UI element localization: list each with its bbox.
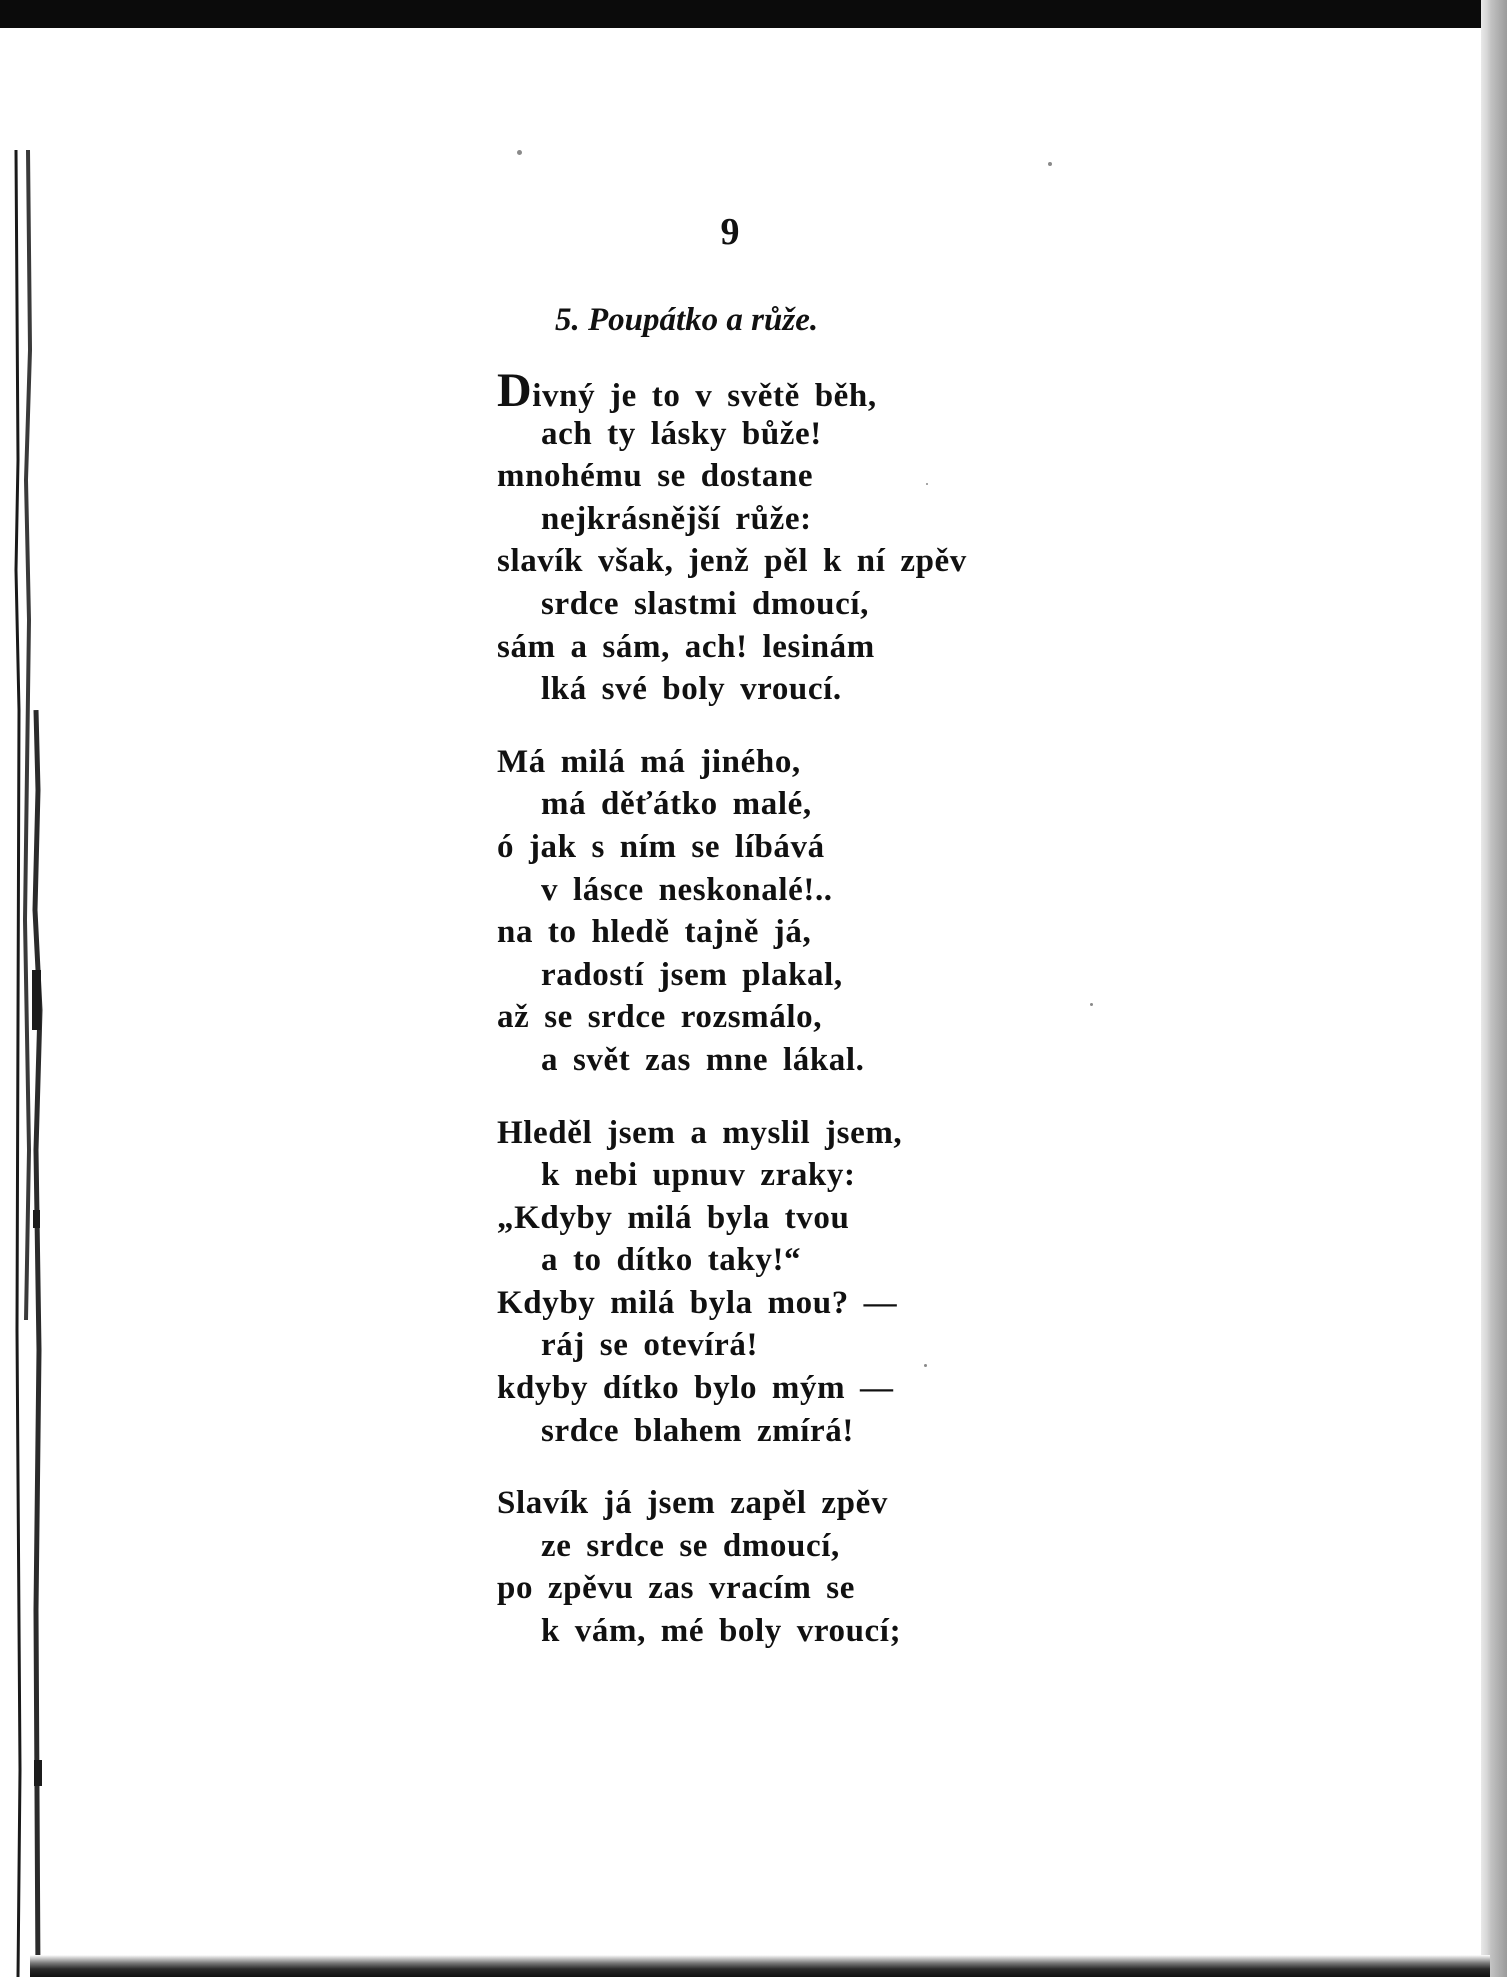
- verse-line: ráj se otevírá!: [541, 1327, 759, 1364]
- poem-body: [497, 364, 1397, 1683]
- verse-line: má děťátko malé,: [541, 786, 812, 823]
- verse-line: ach ty lásky bůže!: [541, 415, 822, 452]
- scan-speck: [1048, 162, 1052, 166]
- verse-line: a to dítko taky!“: [541, 1242, 802, 1279]
- verse-line: nejkrásnější růže:: [541, 500, 812, 537]
- verse-line: Má milá má jiného,: [497, 743, 801, 780]
- verse-line-text: ivný je to v světě běh,: [532, 378, 877, 414]
- verse-line: srdce slastmi dmoucí,: [541, 585, 869, 622]
- verse-line: Hleděl jsem a myslil jsem,: [497, 1114, 903, 1151]
- verse-line: srdce blahem zmírá!: [541, 1412, 854, 1449]
- verse-line: ze srdce se dmoucí,: [541, 1527, 840, 1564]
- scan-top-border: [0, 0, 1507, 28]
- verse-line: „Kdyby milá byla tvou: [497, 1199, 850, 1236]
- scan-bottom-edge: [30, 1955, 1490, 1977]
- verse-line: radostí jsem plakal,: [541, 956, 843, 993]
- verse-line: kdyby dítko bylo mým —: [497, 1370, 894, 1407]
- stanza-3: [497, 1112, 1397, 1453]
- drop-cap: D: [497, 364, 533, 417]
- verse-line: ó jak s ním se líbává: [497, 828, 825, 865]
- verse-line: [497, 364, 1397, 417]
- verse-line: slavík však, jenž pěl k ní zpěv: [497, 543, 967, 580]
- verse-line: po zpěvu zas vracím se: [497, 1570, 855, 1607]
- poem-title: 5. Poupátko a růže.: [555, 302, 819, 338]
- verse-line: Kdyby milá byla mou? —: [497, 1284, 898, 1321]
- verse-line: lká své boly vroucí.: [541, 671, 842, 708]
- scan-right-edge: [1481, 0, 1507, 1977]
- scan-speck: [517, 150, 522, 155]
- verse-line: v lásce neskonalé!..: [541, 871, 833, 908]
- stanza-4: [497, 1482, 1397, 1652]
- verse-line: sám a sám, ach! lesinám: [497, 628, 875, 665]
- verse-line: k vám, mé boly vroucí;: [541, 1613, 902, 1650]
- stanza-1: [497, 364, 1397, 711]
- scan-left-binding-edge: [12, 150, 52, 1977]
- page-number: 9: [720, 211, 740, 253]
- verse-line: Slavík já jsem zapěl zpěv: [497, 1485, 888, 1522]
- verse-line: a svět zas mne lákal.: [541, 1041, 865, 1078]
- verse-line: až se srdce rozsmálo,: [497, 999, 823, 1036]
- verse-line: na to hledě tajně já,: [497, 914, 812, 951]
- verse-line: mnohému se dostane: [497, 458, 814, 495]
- stanza-2: [497, 741, 1397, 1082]
- verse-line: k nebi upnuv zraky:: [541, 1157, 856, 1194]
